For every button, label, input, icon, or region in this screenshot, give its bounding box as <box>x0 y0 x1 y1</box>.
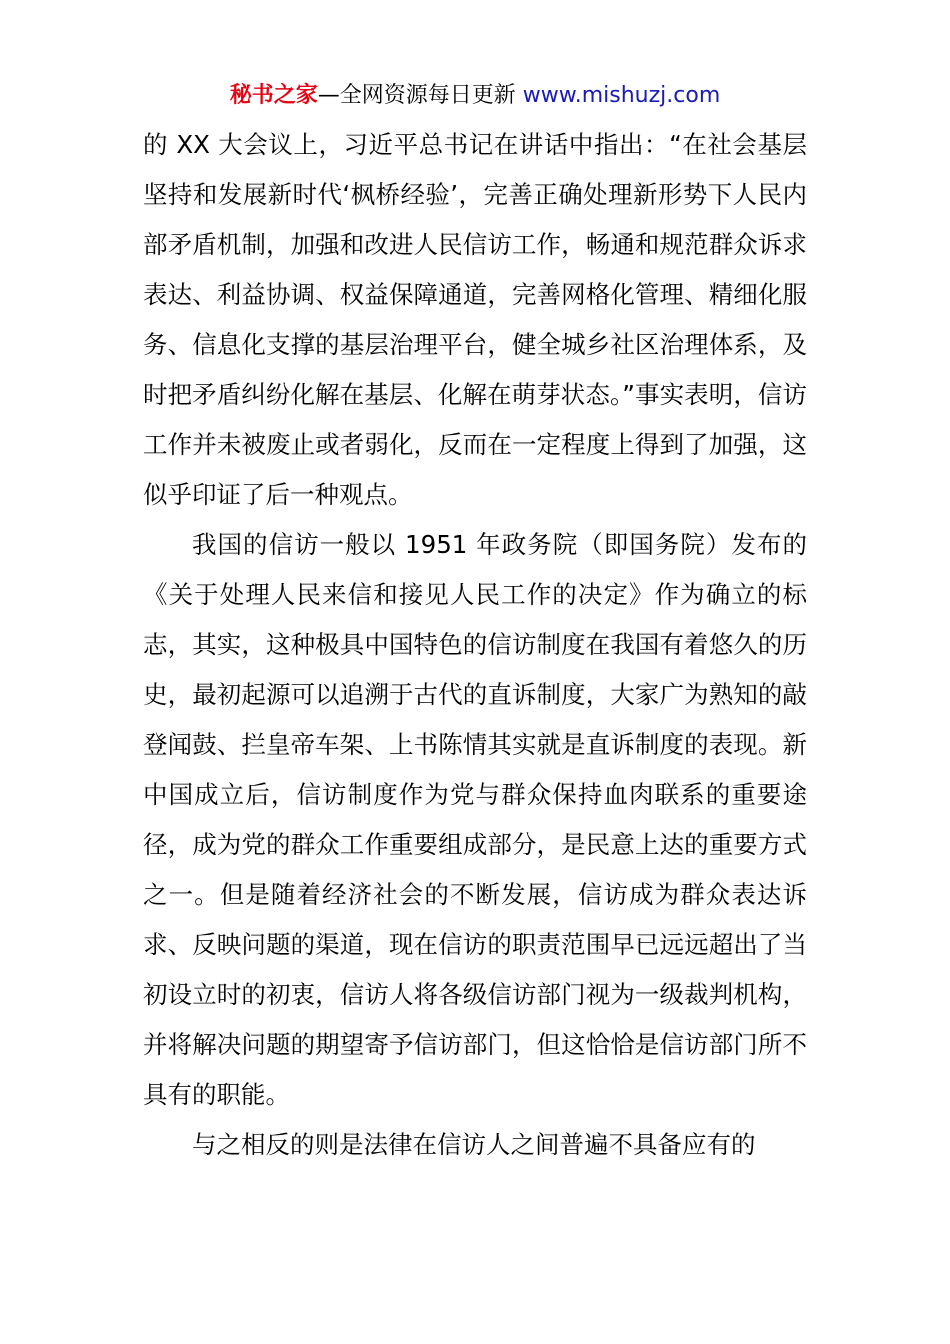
document-body <box>143 120 807 1170</box>
paragraph-continuation: 的 XX 大会议上，习近平总书记在讲话中指出：“在社会基层坚持和发展新时代‘枫桥经验’，完善正确处理新形势下人民内部矛盾机制，加强和改进人民信访工作，畅通和规范群众诉求表达、利益协调、权益保障通道，完善网格化管理、精细化服务、信息化支撑的基层治理平台，健全城乡社区治理体系，及时把矛盾纠纷化解在基层、化解在萌芽状态。”事实表明，信访工作并未被废止或者弱化，反而在一定程度上得到了加强，这似乎印证了后一种观点。 <box>143 130 807 509</box>
brand-name: 秘书之家 <box>229 83 318 108</box>
paragraph-history: 我国的信访一般以 1951 年政务院（即国务院）发布的《关于处理人民来信和接见人民工作的决定》作为确立的标志，其实，这种极具中国特色的信访制度在我国有着悠久的历史，最初起源可以追溯于古代的直诉制度，大家广为熟知的敲登闻鼓、拦皇帝车架、上书陈情其实就是直诉制度的表现。新中国成立后，信访制度作为党与群众保持血肉联系的重要途径，成为党的群众工作重要组成部分，是民意上达的重要方式之一。但是随着经济社会的不断发展，信访成为群众表达诉求、反映问题的渠道，现在信访的职责范围早已远远超出了当初设立时的初衷，信访人将各级信访部门视为一级裁判机构，并将解决问题的期望寄予信访部门，但这恰恰是信访部门所不具有的职能。 <box>143 530 807 1109</box>
paragraph-contrast: 与之相反的则是法律在信访人之间普遍不具备应有的 <box>192 1130 756 1159</box>
site-url-link[interactable]: www.mishuzj.com <box>522 83 721 108</box>
header-slogan: —全网资源每日更新 <box>317 83 523 108</box>
site-header <box>0 80 950 112</box>
